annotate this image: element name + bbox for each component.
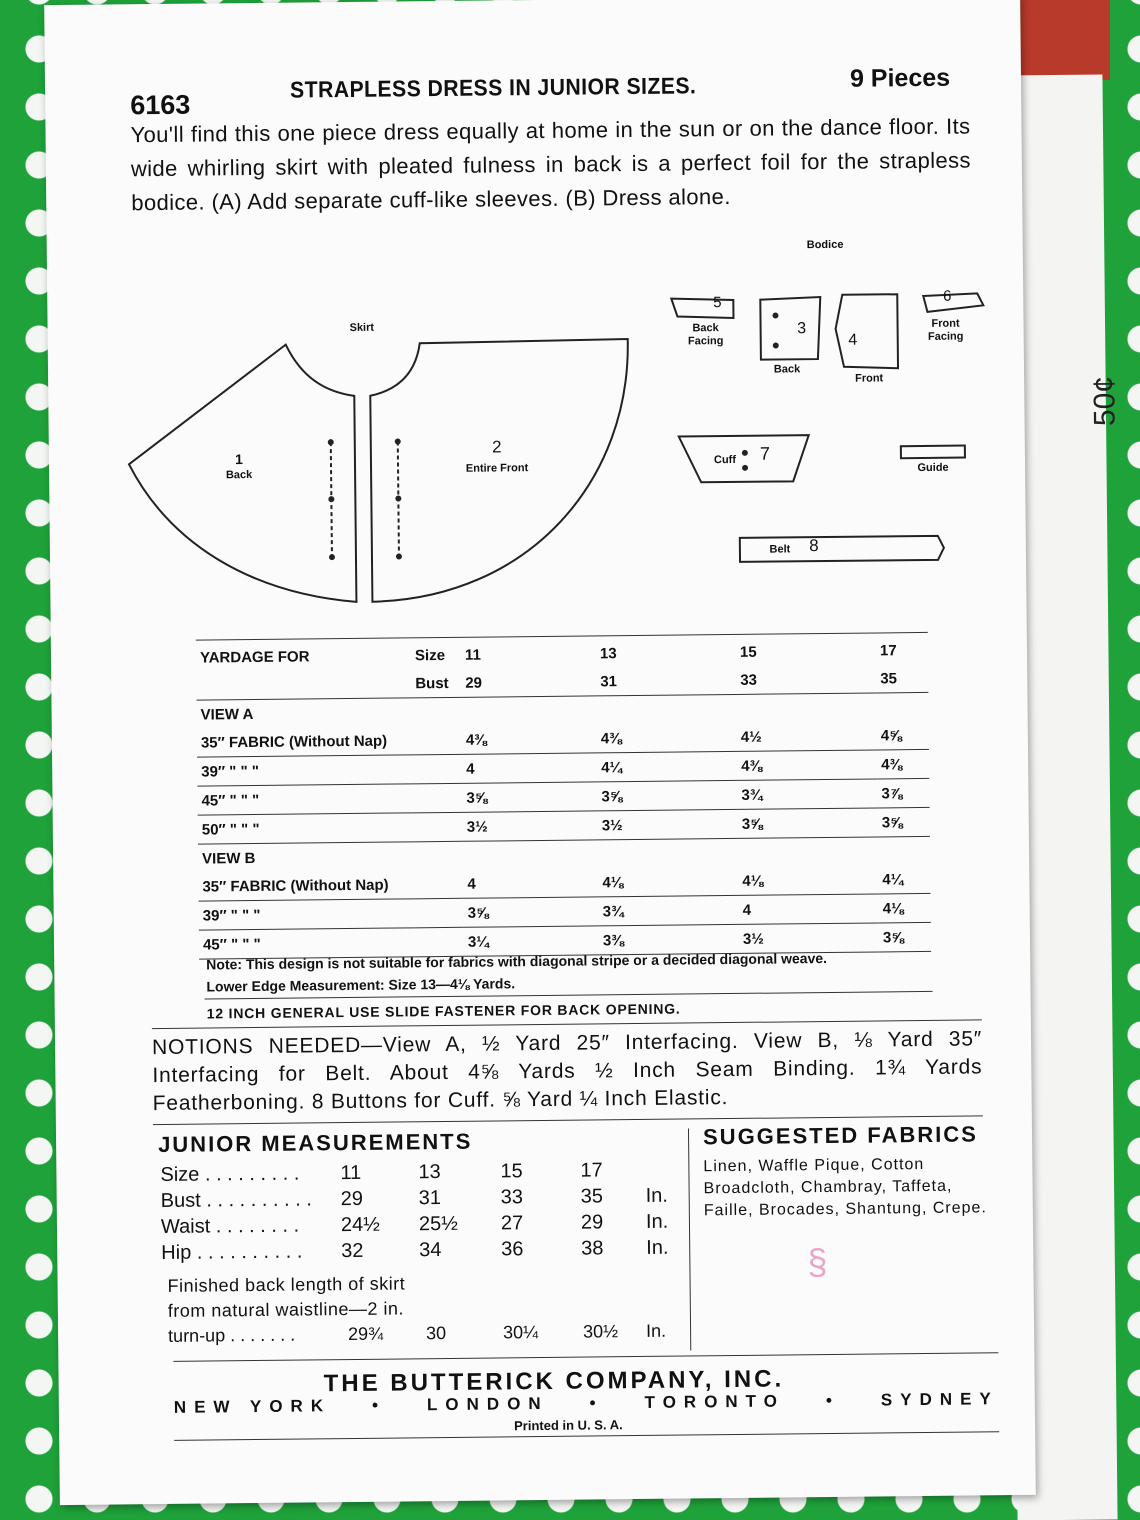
yardage-value: 4⅛ bbox=[598, 867, 738, 897]
piece-5-name: Back Facing bbox=[687, 322, 724, 348]
yardage-value: 4 bbox=[739, 894, 879, 924]
yardage-value: 4⅜ bbox=[597, 723, 737, 753]
row-label: Waist . . . . . . . . bbox=[160, 1214, 300, 1238]
bodice-label: Bodice bbox=[806, 238, 844, 252]
yardage-value: 3⅝ bbox=[597, 780, 737, 810]
piece-4-name: Front bbox=[855, 372, 884, 385]
size-17: 17 bbox=[879, 641, 897, 659]
yardage-value: 4¼ bbox=[878, 865, 930, 894]
measurement-value: 15 bbox=[500, 1160, 523, 1183]
bust-35: 35 bbox=[876, 664, 928, 693]
yardage-value: 4⅝ bbox=[877, 721, 929, 750]
yardage-value: 4⅛ bbox=[738, 865, 878, 895]
yardage-table bbox=[196, 636, 931, 960]
measurement-value: 25½ bbox=[418, 1212, 459, 1236]
measurement-value: 38 bbox=[581, 1237, 604, 1260]
piece-8-name: Belt bbox=[769, 543, 791, 556]
bust-label: Bust bbox=[411, 669, 461, 698]
back-length-text bbox=[167, 1271, 405, 1323]
measurement-value: 36 bbox=[501, 1238, 524, 1261]
company-name: THE BUTTERICK COMPANY, INC. bbox=[323, 1365, 785, 1398]
cuff-piece bbox=[679, 435, 809, 482]
bust-31: 31 bbox=[596, 666, 736, 696]
measurement-value: 31 bbox=[418, 1187, 442, 1210]
diagonal-note: Note: This design is not suitable for fabrics with diagonal stripe or a decided diagonal weave. bbox=[206, 950, 828, 973]
city-sydney: SYDNEY bbox=[880, 1389, 999, 1410]
bodice-front-piece bbox=[835, 294, 898, 369]
fabric-width: 45″ " " " bbox=[199, 928, 414, 959]
fabric-width: 39″ " " " bbox=[197, 755, 412, 786]
measurement-value: 17 bbox=[580, 1159, 603, 1182]
fabric-width: 39″ " " " bbox=[199, 899, 414, 930]
measurement-unit: In. bbox=[646, 1236, 669, 1259]
piece-6-name: Front Facing bbox=[927, 317, 964, 343]
fabric-note bbox=[206, 947, 827, 997]
piece-7-name: Cuff bbox=[713, 453, 737, 467]
measurement-value: 35 bbox=[580, 1185, 604, 1208]
yardage-value: 4⅛ bbox=[879, 893, 931, 923]
row-label: Hip . . . . . . . . . . bbox=[161, 1240, 303, 1264]
measurement-value: 32 bbox=[341, 1239, 364, 1263]
yardage-value: 3¾ bbox=[599, 895, 739, 925]
guide-piece bbox=[901, 446, 965, 459]
piece-3-name: Back bbox=[773, 363, 801, 376]
back-length-line1: Finished back length of skirt bbox=[167, 1273, 406, 1296]
measurement-unit: In. bbox=[645, 1320, 667, 1341]
piece-4-number: 4 bbox=[848, 331, 858, 349]
pattern-description: You'll find this one piece dress equally at home in the sun or on the dance floor. Its wide whirling skirt with pleated fulness in back is a perfect foil for the strapless bodice. (A) Add separate cuff-like sleeves. (B) Dress alone. bbox=[130, 113, 971, 216]
piece-3-number: 3 bbox=[797, 320, 807, 338]
yardage-value: 3⅝ bbox=[738, 808, 878, 838]
yardage-heading: YARDAGE FOR bbox=[199, 647, 310, 667]
piece-2-number: 2 bbox=[491, 437, 502, 457]
city-separator: • bbox=[589, 1393, 604, 1413]
pattern-title: STRAPLESS DRESS IN JUNIOR SIZES. bbox=[289, 72, 697, 103]
row-label: turn-up . . . . . . . bbox=[168, 1324, 296, 1346]
measurement-unit: In. bbox=[645, 1210, 669, 1233]
yardage-value: 3¾ bbox=[737, 779, 877, 809]
pattern-pieces-diagram bbox=[44, 0, 1026, 625]
lower-edge-measurement: Lower Edge Measurement: Size 13—4⅛ Yards. bbox=[206, 975, 516, 995]
piece-5-number: 5 bbox=[713, 294, 722, 312]
row-label: Size . . . . . . . . . bbox=[160, 1162, 300, 1186]
measurement-value: 30 bbox=[425, 1323, 447, 1344]
yardage-value: 4⅜ bbox=[462, 724, 597, 754]
view-b-label: VIEW B bbox=[202, 849, 256, 868]
back-length-line2: from natural waistline—2 in. bbox=[167, 1298, 405, 1321]
size-11: 11 bbox=[464, 646, 481, 664]
yardage-value: 3½ bbox=[739, 923, 879, 953]
yardage-value: 4½ bbox=[737, 721, 877, 751]
fabric-width: 50″ " " " bbox=[198, 813, 413, 844]
pattern-number: 6163 bbox=[130, 89, 191, 121]
view-a-label: VIEW A bbox=[200, 705, 254, 724]
yardage-value: 4 bbox=[463, 868, 598, 898]
yardage-value: 4⅜ bbox=[737, 750, 877, 780]
piece-6-number: 6 bbox=[943, 287, 952, 305]
pattern-envelope-back bbox=[44, 0, 1122, 1505]
size-13: 13 bbox=[599, 644, 617, 662]
size-15: 15 bbox=[739, 643, 757, 661]
company-cities bbox=[174, 1389, 999, 1418]
row-label: Bust . . . . . . . . . . bbox=[160, 1188, 312, 1212]
measurement-value: 27 bbox=[500, 1212, 524, 1235]
measurement-value: 33 bbox=[500, 1186, 524, 1209]
zipper-note: 12 INCH GENERAL USE SLIDE FASTENER FOR BACK OPENING. bbox=[206, 1000, 681, 1022]
pink-pen-mark: § bbox=[807, 1241, 828, 1283]
column-divider bbox=[688, 1128, 691, 1350]
bust-29: 29 bbox=[461, 667, 596, 697]
suggested-fabrics-list: Linen, Waffle Pique, Cotton Broadcloth, Chambray, Taffeta, Faille, Brocades, Shantung, Crepe. bbox=[703, 1155, 987, 1220]
price-label: 50¢ bbox=[1088, 375, 1122, 427]
suggested-fabrics-title: SUGGESTED FABRICS bbox=[702, 1121, 978, 1150]
piece-2-name: Entire Front bbox=[465, 462, 529, 475]
measurement-value: 13 bbox=[418, 1161, 441, 1184]
background-red-corner bbox=[1010, 0, 1110, 80]
skirt-label: Skirt bbox=[349, 321, 375, 334]
yardage-value: 3½ bbox=[463, 811, 598, 841]
yardage-value: 4⅜ bbox=[877, 749, 929, 779]
measurement-value: 24½ bbox=[340, 1213, 381, 1237]
city-london: LONDON bbox=[426, 1393, 549, 1415]
yardage-value: 3¼ bbox=[464, 926, 599, 956]
yardage-value: 3⅞ bbox=[877, 778, 929, 808]
city-toronto: TORONTO bbox=[644, 1391, 786, 1412]
city-separator: • bbox=[371, 1395, 387, 1415]
city-separator: • bbox=[825, 1390, 840, 1411]
bodice-back-piece bbox=[760, 297, 821, 360]
measurement-unit: In. bbox=[645, 1184, 669, 1207]
yardage-value: 3½ bbox=[598, 809, 738, 839]
measurement-value: 29 bbox=[340, 1187, 364, 1211]
yardage-value: 3⅜ bbox=[599, 924, 739, 954]
footer-top-rule bbox=[173, 1352, 998, 1362]
piece-1-name: Back bbox=[225, 468, 253, 482]
bust-33: 33 bbox=[736, 664, 876, 694]
measurement-value: 30½ bbox=[582, 1321, 619, 1342]
notions-needed: NOTIONS NEEDED—View A, ½ Yard 25″ Interfacing. View B, ⅛ Yard 35″ Interfacing for Belt. About 4⅝ Yards ½ Inch Seam Binding. 1¾ Yards Featherboning. 8 Buttons for Cuff. ⅝ Yard ¼ Inch Elastic. bbox=[151, 1027, 983, 1116]
yardage-value: 3⅝ bbox=[879, 922, 931, 952]
fabric-width: 35″ FABRIC (Without Nap) bbox=[197, 726, 412, 757]
footer-bottom-rule bbox=[174, 1431, 999, 1441]
piece-count: 9 Pieces bbox=[849, 63, 951, 93]
measurement-value: 11 bbox=[340, 1161, 362, 1185]
piece-8-number: 8 bbox=[809, 536, 819, 556]
measurement-value: 29¾ bbox=[348, 1323, 384, 1345]
yardage-value: 4¼ bbox=[597, 751, 737, 781]
measurement-value: 30¼ bbox=[502, 1322, 539, 1343]
yardage-value: 3⅝ bbox=[878, 807, 930, 837]
yardage-value: 3⅝ bbox=[462, 782, 597, 812]
junior-measurements-title: JUNIOR MEASUREMENTS bbox=[157, 1128, 473, 1158]
fabric-width: 45″ " " " bbox=[197, 784, 412, 815]
piece-7-number: 7 bbox=[759, 443, 771, 464]
size-label: Size bbox=[414, 646, 446, 664]
city-new-york: NEW YORK bbox=[173, 1396, 332, 1417]
yardage-value: 3⅝ bbox=[464, 897, 599, 927]
yardage-value: 4 bbox=[462, 753, 597, 783]
piece-1-number: 1 bbox=[234, 451, 243, 468]
printed-in: Printed in U. S. A. bbox=[513, 1417, 623, 1434]
fabric-width: 35″ FABRIC (Without Nap) bbox=[198, 870, 413, 901]
measurement-value: 29 bbox=[580, 1211, 604, 1234]
guide-name: Guide bbox=[917, 461, 949, 475]
measurement-value: 34 bbox=[419, 1239, 442, 1262]
